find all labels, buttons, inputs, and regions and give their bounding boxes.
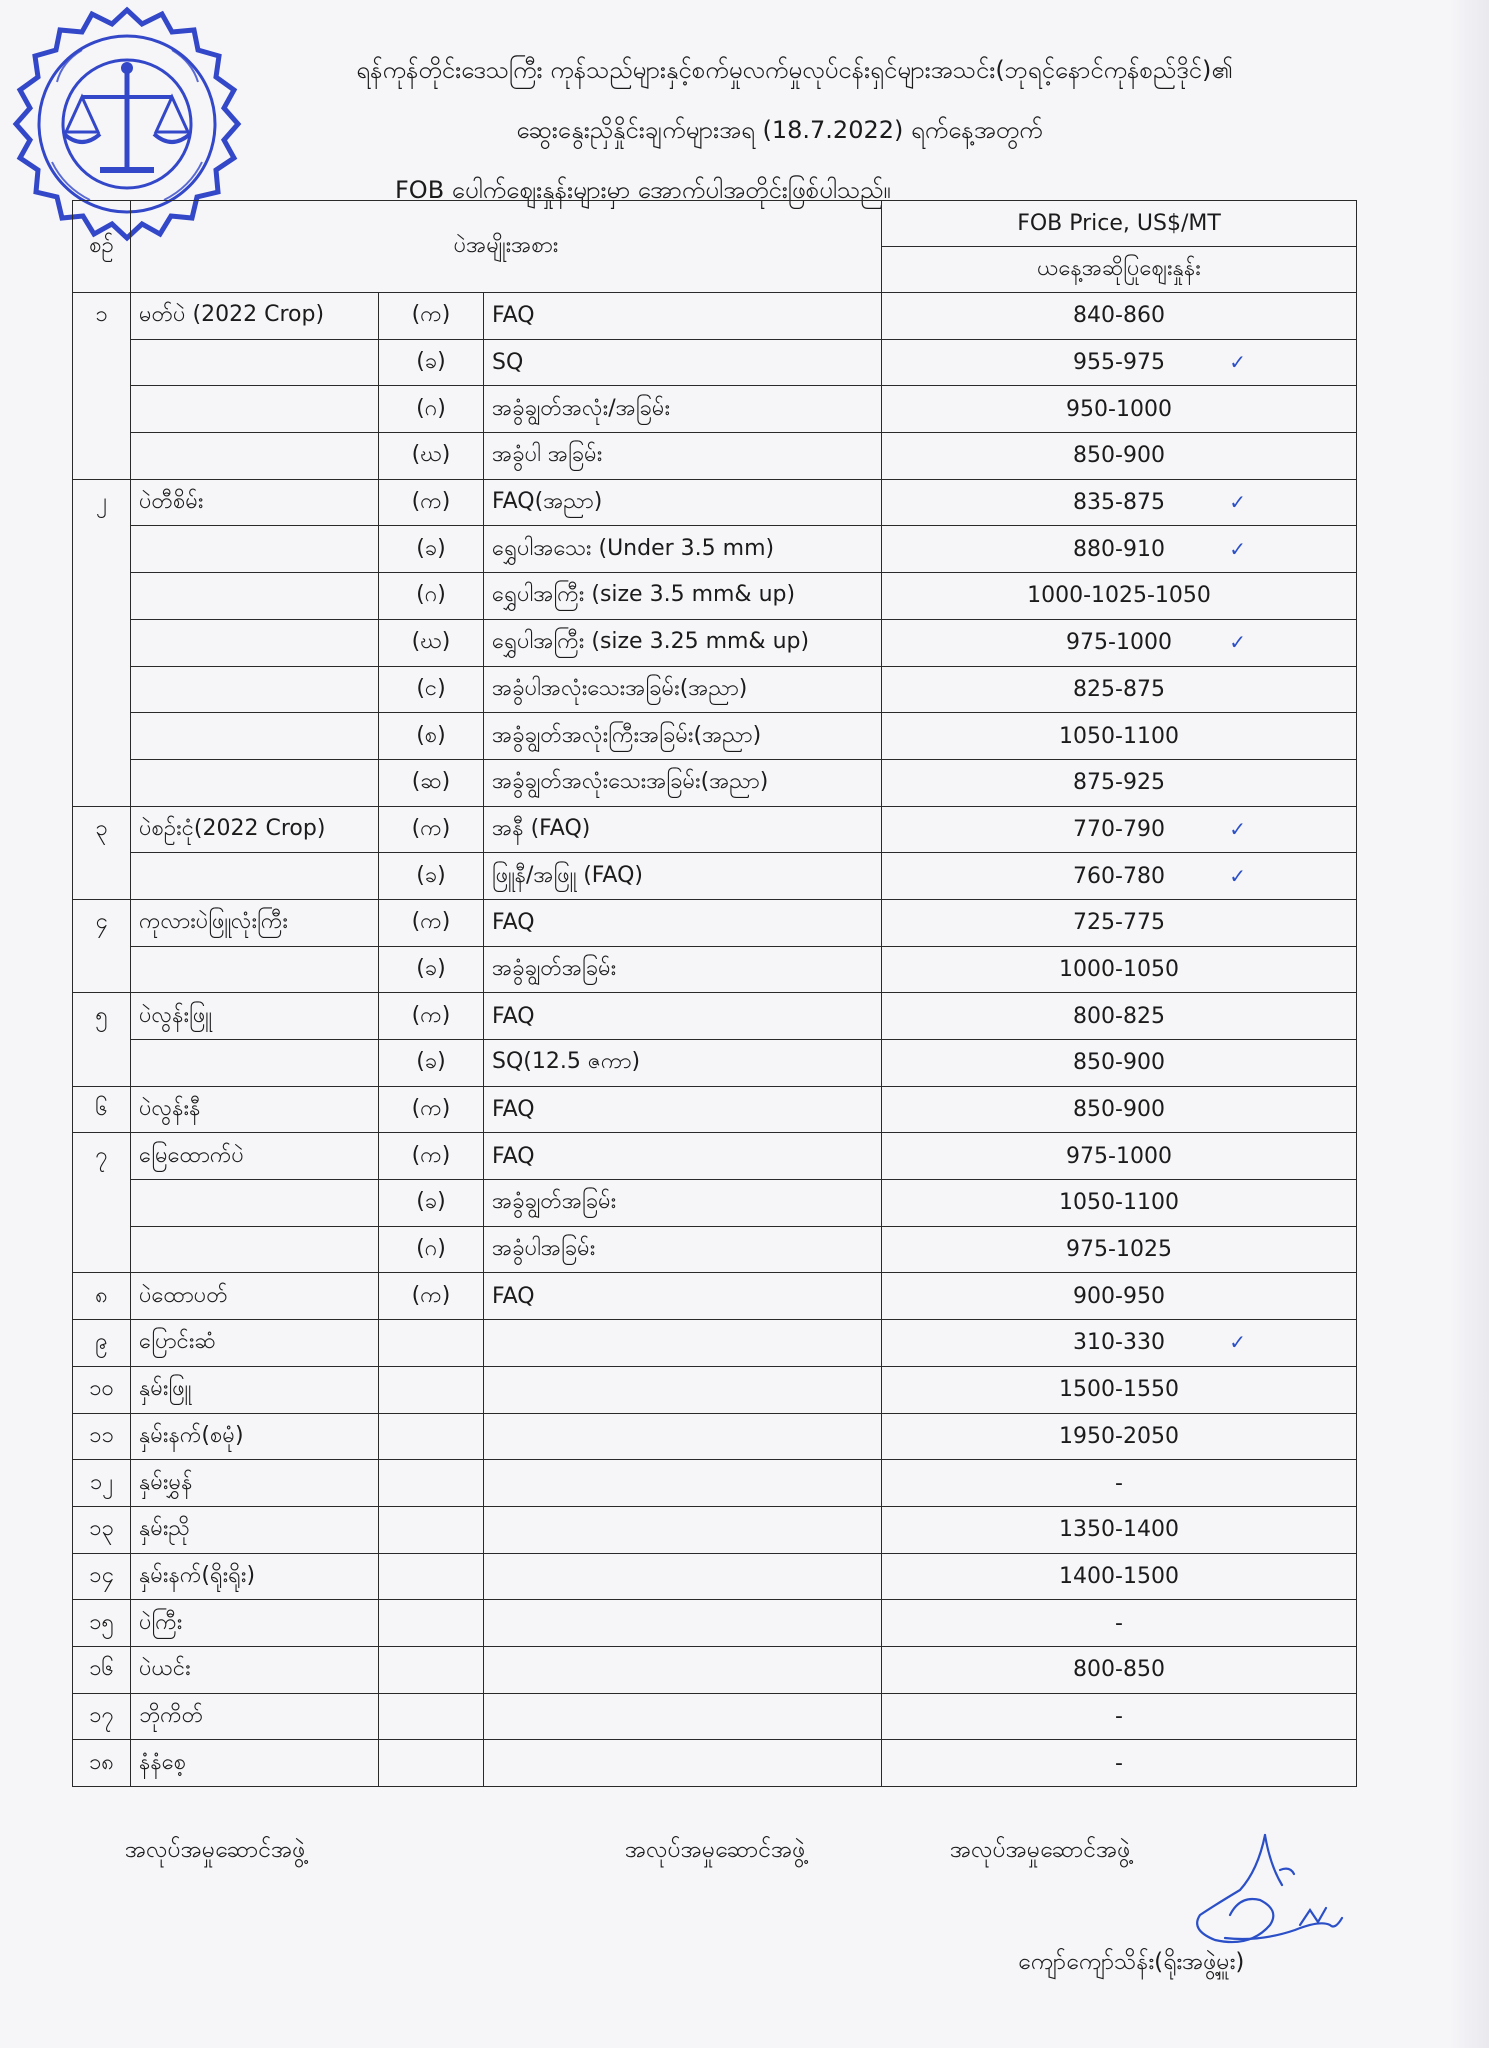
price-range: 800-850: [882, 1646, 1357, 1693]
table-row: [73, 526, 1357, 573]
price-range: 310-330 ✓: [882, 1320, 1357, 1367]
grade-name: [484, 1320, 882, 1367]
row-number: ၅: [73, 993, 131, 1040]
table-row: [73, 899, 1357, 946]
commodity-name: [131, 526, 379, 573]
column-header-price-sub: ယနေ့အဆိုပြုဈေးနှုန်း: [882, 247, 1357, 293]
grade-index: [379, 1740, 484, 1787]
table-row: [73, 479, 1357, 526]
row-number: [73, 946, 131, 993]
table-row: [73, 433, 1357, 480]
table-row: [73, 619, 1357, 666]
header-line-2: ဆွေးနွေးညှိနှိုင်းချက်များအရ (18.7.2022) ရက်နေ့အတွက်: [516, 116, 1043, 144]
table-row: [73, 1133, 1357, 1180]
grade-name: [484, 1740, 882, 1787]
grade-name: FAQ(အညာ): [484, 479, 882, 526]
check-mark-icon: ✓: [1229, 490, 1246, 515]
grade-index: (ဂ): [379, 573, 484, 620]
price-range: 850-900: [882, 433, 1357, 480]
price-table-body: [73, 293, 1357, 1787]
price-table: [72, 200, 1357, 1787]
table-row: [73, 993, 1357, 1040]
price-range: -: [882, 1600, 1357, 1647]
row-number: [73, 1180, 131, 1227]
grade-name: အခွံပါအလုံးသေးအခြမ်း(အညာ): [484, 666, 882, 713]
grade-name: အခွံချွတ်အလုံးကြီးအခြမ်း(အညာ): [484, 713, 882, 760]
grade-name: [484, 1460, 882, 1507]
document-header: [140, 40, 1419, 220]
commodity-name: နှမ်းဖြူ: [131, 1366, 379, 1413]
grade-name: အခွံပါ အခြမ်း: [484, 433, 882, 480]
row-number: ၇: [73, 1133, 131, 1180]
table-row: [73, 573, 1357, 620]
signatory-name: ကျော်ကျော်သိန်း(ရိုးအဖွဲ့မှူး): [1018, 1949, 1245, 1975]
grade-index: [379, 1506, 484, 1553]
commodity-name: နှမ်းမွှန်: [131, 1460, 379, 1507]
price-range: 1500-1550: [882, 1366, 1357, 1413]
grade-index: (က): [379, 899, 484, 946]
grade-name: FAQ: [484, 993, 882, 1040]
row-number: [73, 853, 131, 900]
grade-index: (က): [379, 1273, 484, 1320]
commodity-name: နှမ်းနက်(ရိုးရိုး): [131, 1553, 379, 1600]
grade-name: [484, 1600, 882, 1647]
grade-index: (ဆ): [379, 759, 484, 806]
price-range: 880-910 ✓: [882, 526, 1357, 573]
price-range: 975-1025: [882, 1226, 1357, 1273]
grade-index: [379, 1646, 484, 1693]
grade-index: (က): [379, 479, 484, 526]
commodity-name: နှမ်းညို: [131, 1506, 379, 1553]
price-range: 1350-1400: [882, 1506, 1357, 1553]
table-row: [73, 1646, 1357, 1693]
price-range: 975-1000: [882, 1133, 1357, 1180]
table-row: [73, 1180, 1357, 1227]
commodity-name: [131, 1040, 379, 1087]
commodity-name: ပဲကြီး: [131, 1600, 379, 1647]
grade-index: (က): [379, 806, 484, 853]
row-number: [73, 666, 131, 713]
grade-index: [379, 1320, 484, 1367]
row-number: ၁၄: [73, 1553, 131, 1600]
commodity-name: နှမ်းနက်(စမုံ): [131, 1413, 379, 1460]
commodity-name: ဘိုကိတ်: [131, 1693, 379, 1740]
grade-index: (က): [379, 1086, 484, 1133]
grade-index: [379, 1413, 484, 1460]
commodity-name: [131, 386, 379, 433]
price-range: -: [882, 1693, 1357, 1740]
grade-index: [379, 1693, 484, 1740]
grade-index: [379, 1366, 484, 1413]
grade-name: FAQ: [484, 293, 882, 340]
row-number: [73, 573, 131, 620]
price-range: 875-925: [882, 759, 1357, 806]
grade-index: (ဃ): [379, 433, 484, 480]
table-row: [73, 1600, 1357, 1647]
commodity-name: ပဲယင်း: [131, 1646, 379, 1693]
grade-index: (ခ): [379, 853, 484, 900]
grade-name: ရွှေပါအကြီး (size 3.5 mm& up): [484, 573, 882, 620]
commodity-name: [131, 666, 379, 713]
check-mark-icon: ✓: [1229, 536, 1246, 561]
price-range: 760-780 ✓: [882, 853, 1357, 900]
row-number: ၉: [73, 1320, 131, 1367]
commodity-name: ပဲတီစိမ်း: [131, 479, 379, 526]
price-range: 1000-1025-1050: [882, 573, 1357, 620]
row-number: [73, 433, 131, 480]
row-number: [73, 386, 131, 433]
price-range: 725-775: [882, 899, 1357, 946]
price-range: 955-975 ✓: [882, 339, 1357, 386]
grade-name: SQ: [484, 339, 882, 386]
row-number: ၁၆: [73, 1646, 131, 1693]
commodity-name: [131, 759, 379, 806]
grade-name: [484, 1693, 882, 1740]
check-mark-icon: ✓: [1229, 863, 1246, 888]
grade-name: [484, 1413, 882, 1460]
commodity-name: [131, 946, 379, 993]
grade-index: (ဂ): [379, 1226, 484, 1273]
price-range: 835-875 ✓: [882, 479, 1357, 526]
table-row: [73, 1040, 1357, 1087]
table-row: [73, 713, 1357, 760]
price-range: -: [882, 1740, 1357, 1787]
commodity-name: ပဲလွန်းနီ: [131, 1086, 379, 1133]
table-row: [73, 1226, 1357, 1273]
grade-name: [484, 1646, 882, 1693]
page-edge: [1449, 0, 1489, 2048]
commodity-name: [131, 573, 379, 620]
price-range: 1050-1100: [882, 713, 1357, 760]
price-range: 900-950: [882, 1273, 1357, 1320]
commodity-name: [131, 433, 379, 480]
row-number: [73, 759, 131, 806]
row-number: [73, 619, 131, 666]
grade-index: (ခ): [379, 1040, 484, 1087]
column-header-item: ပဲအမျိုးအစား: [131, 201, 882, 293]
table-row: [73, 759, 1357, 806]
grade-name: အခွံပါအခြမ်း: [484, 1226, 882, 1273]
table-row: [73, 1693, 1357, 1740]
grade-name: [484, 1506, 882, 1553]
grade-index: [379, 1460, 484, 1507]
price-range: 770-790 ✓: [882, 806, 1357, 853]
row-number: ၁၂: [73, 1460, 131, 1507]
grade-index: (က): [379, 993, 484, 1040]
price-range: 800-825: [882, 993, 1357, 1040]
grade-index: (ခ): [379, 339, 484, 386]
row-number: ၁၃: [73, 1506, 131, 1553]
table-row: [73, 1366, 1357, 1413]
grade-name: [484, 1553, 882, 1600]
table-row: [73, 339, 1357, 386]
grade-index: (ဃ): [379, 619, 484, 666]
row-number: ၁၅: [73, 1600, 131, 1647]
row-number: [73, 1040, 131, 1087]
row-number: ၁၇: [73, 1693, 131, 1740]
grade-index: (ဂ): [379, 386, 484, 433]
grade-name: အခွံချွတ်အခြမ်း: [484, 946, 882, 993]
check-mark-icon: ✓: [1229, 816, 1246, 841]
grade-index: (ခ): [379, 946, 484, 993]
row-number: ၂: [73, 479, 131, 526]
price-range: 975-1000 ✓: [882, 619, 1357, 666]
price-range: 840-860: [882, 293, 1357, 340]
commodity-name: [131, 713, 379, 760]
table-row: [73, 1413, 1357, 1460]
commodity-name: နံနံစေ့: [131, 1740, 379, 1787]
row-number: [73, 339, 131, 386]
row-number: ၁၈: [73, 1740, 131, 1787]
grade-index: (ခ): [379, 1180, 484, 1227]
check-mark-icon: ✓: [1229, 1330, 1246, 1355]
row-number: ၁၀: [73, 1366, 131, 1413]
grade-name: [484, 1366, 882, 1413]
table-row: [73, 806, 1357, 853]
price-range: -: [882, 1460, 1357, 1507]
row-number: ၆: [73, 1086, 131, 1133]
table-row: [73, 1506, 1357, 1553]
row-number: ၃: [73, 806, 131, 853]
grade-index: (က): [379, 293, 484, 340]
commodity-name: ပဲလွန်းဖြူ: [131, 993, 379, 1040]
table-row: [73, 1740, 1357, 1787]
row-number: [73, 526, 131, 573]
signature-label-3: အလုပ်အမှုဆောင်အဖွဲ့: [950, 1837, 1131, 1863]
row-number: ၁၁: [73, 1413, 131, 1460]
commodity-name: [131, 1226, 379, 1273]
price-range: 1000-1050: [882, 946, 1357, 993]
commodity-name: [131, 1180, 379, 1227]
grade-name: SQ(12.5 ဇကာ): [484, 1040, 882, 1087]
commodity-name: မတ်ပဲ (2022 Crop): [131, 293, 379, 340]
handwritten-signature: [1170, 1830, 1360, 1950]
price-range: 1050-1100: [882, 1180, 1357, 1227]
price-range: 1400-1500: [882, 1553, 1357, 1600]
table-row: [73, 1273, 1357, 1320]
grade-name: ရွှေပါအကြီး (size 3.25 mm& up): [484, 619, 882, 666]
signature-label-2: အလုပ်အမှုဆောင်အဖွဲ့: [625, 1837, 806, 1863]
commodity-name: [131, 339, 379, 386]
grade-index: (င): [379, 666, 484, 713]
row-number: ၄: [73, 899, 131, 946]
grade-name: ဖြူနီ/အဖြူ (FAQ): [484, 853, 882, 900]
commodity-name: [131, 619, 379, 666]
grade-name: ရွှေပါအသေး (Under 3.5 mm): [484, 526, 882, 573]
grade-name: FAQ: [484, 1086, 882, 1133]
table-row: [73, 946, 1357, 993]
table-row: [73, 1460, 1357, 1507]
header-line-1: ရန်ကုန်တိုင်းဒေသကြီး ကုန်သည်များနှင့်စက်မှုလက်မှုလုပ်ငန်းရှင်များအသင်း(ဘုရင့်နောင်ကုန်စည်ဒိုင်)၏: [356, 56, 1233, 84]
commodity-name: ကုလားပဲဖြူလုံးကြီး: [131, 899, 379, 946]
grade-name: အခွံချွတ်အလုံး/အခြမ်း: [484, 386, 882, 433]
grade-name: FAQ: [484, 899, 882, 946]
grade-name: အနီ (FAQ): [484, 806, 882, 853]
price-range: 850-900: [882, 1086, 1357, 1133]
table-row: [73, 853, 1357, 900]
grade-name: အခွံချွတ်အလုံးသေးအခြမ်း(အညာ): [484, 759, 882, 806]
grade-index: (က): [379, 1133, 484, 1180]
commodity-name: မြေထောက်ပဲ: [131, 1133, 379, 1180]
grade-index: (စ): [379, 713, 484, 760]
grade-name: FAQ: [484, 1133, 882, 1180]
table-row: [73, 1553, 1357, 1600]
table-row: [73, 1320, 1357, 1367]
row-number: ၈: [73, 1273, 131, 1320]
table-row: [73, 1086, 1357, 1133]
grade-name: အခွံချွတ်အခြမ်း: [484, 1180, 882, 1227]
grade-index: (ခ): [379, 526, 484, 573]
grade-index: [379, 1553, 484, 1600]
commodity-name: [131, 853, 379, 900]
price-range: 850-900: [882, 1040, 1357, 1087]
commodity-name: ပဲစဉ်းငုံ(2022 Crop): [131, 806, 379, 853]
price-range: 1950-2050: [882, 1413, 1357, 1460]
price-range: 825-875: [882, 666, 1357, 713]
commodity-name: ပြောင်းဆံ: [131, 1320, 379, 1367]
column-header-no: စဉ်: [73, 201, 131, 293]
column-header-price: FOB Price, US$/MT: [882, 201, 1357, 247]
grade-name: FAQ: [484, 1273, 882, 1320]
row-number: [73, 1226, 131, 1273]
row-number: ၁: [73, 293, 131, 340]
table-row: [73, 666, 1357, 713]
check-mark-icon: ✓: [1229, 350, 1246, 375]
table-row: [73, 386, 1357, 433]
grade-index: [379, 1600, 484, 1647]
check-mark-icon: ✓: [1229, 630, 1246, 655]
signature-label-1: အလုပ်အမှုဆောင်အဖွဲ့: [125, 1837, 306, 1863]
commodity-name: ပဲထောပတ်: [131, 1273, 379, 1320]
price-range: 950-1000: [882, 386, 1357, 433]
row-number: [73, 713, 131, 760]
table-row: [73, 293, 1357, 340]
header-line-3: FOB ပေါက်ဈေးနှုန်းများမှာ အောက်ပါအတိုင်းဖြစ်ပါသည်။: [395, 176, 891, 204]
